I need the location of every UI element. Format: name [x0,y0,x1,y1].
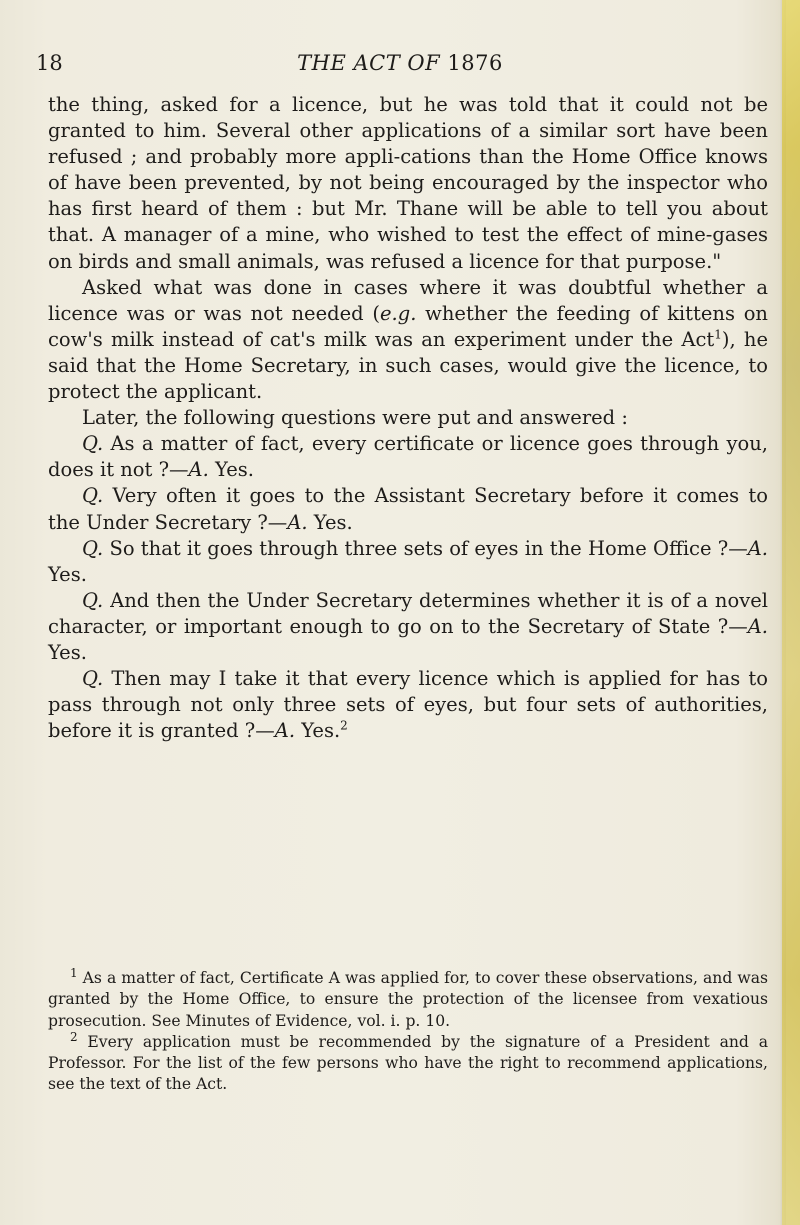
qa-item [48,588,768,666]
running-head [0,48,800,78]
question-text: So that it goes through three sets of eyes in the Home Office ?— [103,536,748,560]
question-text: Then may I take it that every licence which is applied for has to pass through not only three sets of eyes, but four sets of authorities, before it is granted ?— [48,667,768,743]
q-label: Q. [82,484,104,508]
question-text: As a matter of fact, every certificate or licence goes through you, does it not ?— [48,432,768,482]
a-label: A. [274,719,296,743]
footnote-1-text: As a matter of fact, Certificate A was applied for, to cover these observations, and was granted by the Home Office, to ensure the protection of the licensee from vexatious prosecution. See Minutes of Evidence, vol. i. p. 10. [48,969,768,1030]
qa-item [48,666,768,744]
footnotes [48,965,768,1096]
answer-text: Yes. [48,562,87,586]
paragraph-3: Later, the following questions were put and answered : [82,406,628,430]
answer-text: Yes. [48,640,87,664]
answer-text: Yes. [208,458,254,482]
a-label: A. [747,614,768,638]
paragraph-2-part-b: whether the feeding of kittens on cow's milk instead of cat's milk was an experiment under the Act [48,301,768,351]
q-label: Q. [82,536,104,560]
qa-item [48,483,768,535]
q-label: Q. [82,432,104,456]
a-label: A. [287,510,308,534]
paragraph-2 [48,275,768,405]
q-label: Q. [82,667,104,691]
body-text [48,92,768,744]
running-head-year: 1876 [447,51,503,75]
paragraph-2-eg: e.g. [380,301,417,325]
page-header [0,48,800,78]
a-label: A. [747,536,768,560]
page-edge-strip [782,0,800,1225]
question-text: Very often it goes to the Assistant Secretary before it comes to the Under Secretary ?— [48,484,768,534]
paragraph-2-part-a: Asked what was done in cases where it was doubtful whether a licence was or was not needed ( [48,275,768,325]
footnote-2 [48,1029,768,1096]
footnote-2-text: Every application must be recommended by the signature of a President and a Professor. For the list of the few persons who have the right to recommend applications, see the text of the Act. [48,1032,768,1094]
footnote-ref-2: 2 [340,718,348,733]
footnote-2-mark: 2 [70,1029,78,1044]
footnote-1-mark: 1 [70,965,78,980]
answer-text: Yes. [295,719,341,743]
paragraph-1: the thing, asked for a licence, but he was told that it could not be granted to him. Several other applications of a similar sort have been refused ; and probably more appli-cations than the Home Office knows of have been prevented, by not being encouraged by the inspector who has first heard of them : but Mr. Thane will be able to tell you about that. A manager of a mine, who wished to test the effect of mine-gases on birds and small animals, was refused a licence for that purpose." [48,93,768,273]
answer-text: Yes. [307,510,353,534]
question-text: And then the Under Secretary determines whether it is of a novel character, or important enough to go on to the Secretary of State ?— [48,588,768,638]
footnote-ref-1: 1 [714,327,722,342]
q-label: Q. [82,588,104,612]
qa-item [48,536,768,588]
a-label: A. [188,458,209,482]
running-head-title: THE ACT OF [297,51,441,75]
footnote-1 [48,965,768,1032]
qa-item [48,431,768,483]
page-number: 18 [36,51,63,75]
paragraph-2-part-c: ), he said that the Home Secretary, in such cases, would give the licence, to protect the applicant. [48,327,769,404]
